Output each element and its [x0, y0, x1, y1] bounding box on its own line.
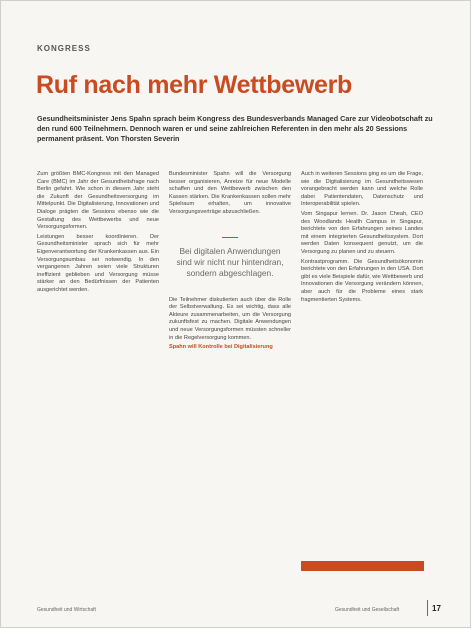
accent-bar	[301, 561, 424, 571]
section-label: KONGRESS	[37, 44, 91, 53]
paragraph: Leistungen besser koordinieren. Der Gesundheitsminister sprach sich für mehr Eigenverantwortung der Krankenkassen aus. Ein Versorgungsumbau sei notwendig. In den vergangenen Jahren seien viele Strukturen ineffizient geblieben und Versorgung müsse stärker an den Bedürfnissen der Patienten ausgerichtet werden.	[37, 233, 159, 293]
article-column-3	[301, 171, 423, 306]
paragraph: Bundesminister Spahn will die Versorgung besser organisieren, Anreize für neue Modelle schaffen und den Wettbewerb zwischen den Kassen stärken. Die Krankenkassen sollen mehr Spielraum erhalten, um innovative Versorgungsverträge abzuschließen.	[169, 171, 291, 215]
article-headline: Ruf nach mehr Wettbewerb	[36, 71, 352, 99]
footer-section: Gesundheit und Gesellschaft	[335, 607, 400, 613]
paragraph: Zum größten BMC-Kongress mit den Managed Care (BMC) im Jahr der Gesundheitsfrage nach Berlin gefahrt. Wie schon in diesem Jahr steht die Zukunft der Gesundheitsversorgung im Mittelpunkt. Die Digitalisierung, Innovationen und Dialoge prägten die Sessions ebenso wie die Gestaltung des Wettbewerbs und neue Versorgungsformen.	[37, 171, 159, 231]
pull-quote-rule	[222, 237, 238, 238]
page-number: 17	[432, 604, 441, 613]
footer-publication: Gesundheit und Wirtschaft	[37, 607, 96, 613]
paragraph: Auch in weiteren Sessions ging es um die Frage, wie die Digitalisierung im Gesundheitswesen vorangebracht werden kann und welche Rolle dabei Patientendaten, Datenschutz und Interoperabilität spielen.	[301, 171, 423, 208]
pull-quote	[173, 237, 287, 279]
paragraph: Die Teilnehmer diskutierten auch über die Rolle der Selbstverwaltung. Es sei wichtig, dass alle Akteure zusammenarbeiten, um die Versorgung zukunftsfest zu machen. Digitale Anwendungen und neue Versorgungsformen müssten schneller in die Regelversorgung kommen.	[169, 296, 291, 341]
paragraph: Vom Singapur lernen. Dr. Jason Cheah, CEO des Woodlands Health Campus in Singapur, berichtete von den Erfahrungen seines Landes mit einem integrierten Gesundheitssystem. Dort werden Daten konsequent genutzt, um die Versorgung zu planen und zu steuern.	[301, 210, 423, 255]
article-column-1	[37, 171, 159, 297]
article-lead: Gesundheitsminister Jens Spahn sprach beim Kongress des Bundesverbands Managed Care zur Videobotschaft zu den rund 600 Teilnehmern. Dennoch waren er und seine zahlreichen Referenten in den mehr als 20 Sessions permanent präsent. Von Thorsten Severin	[37, 114, 433, 143]
subheading: Spahn will Kontrolle bei Digitalisierung	[169, 344, 273, 351]
article-column-2	[169, 171, 291, 354]
paragraph: Kontrastprogramm. Die Gesundheitsökonomin berichtete von den Erfahrungen in den USA. Dort gibt es viele Beispiele dafür, wie Wettbewerb und Innovationen die Versorgung verändern können, aber auch für die Probleme eines stark fragmentierten Systems.	[301, 258, 423, 303]
pull-quote-text: Bei digitalen Anwendungen sind wir nicht nur hintendran, sondern abgeschlagen.	[176, 245, 284, 278]
